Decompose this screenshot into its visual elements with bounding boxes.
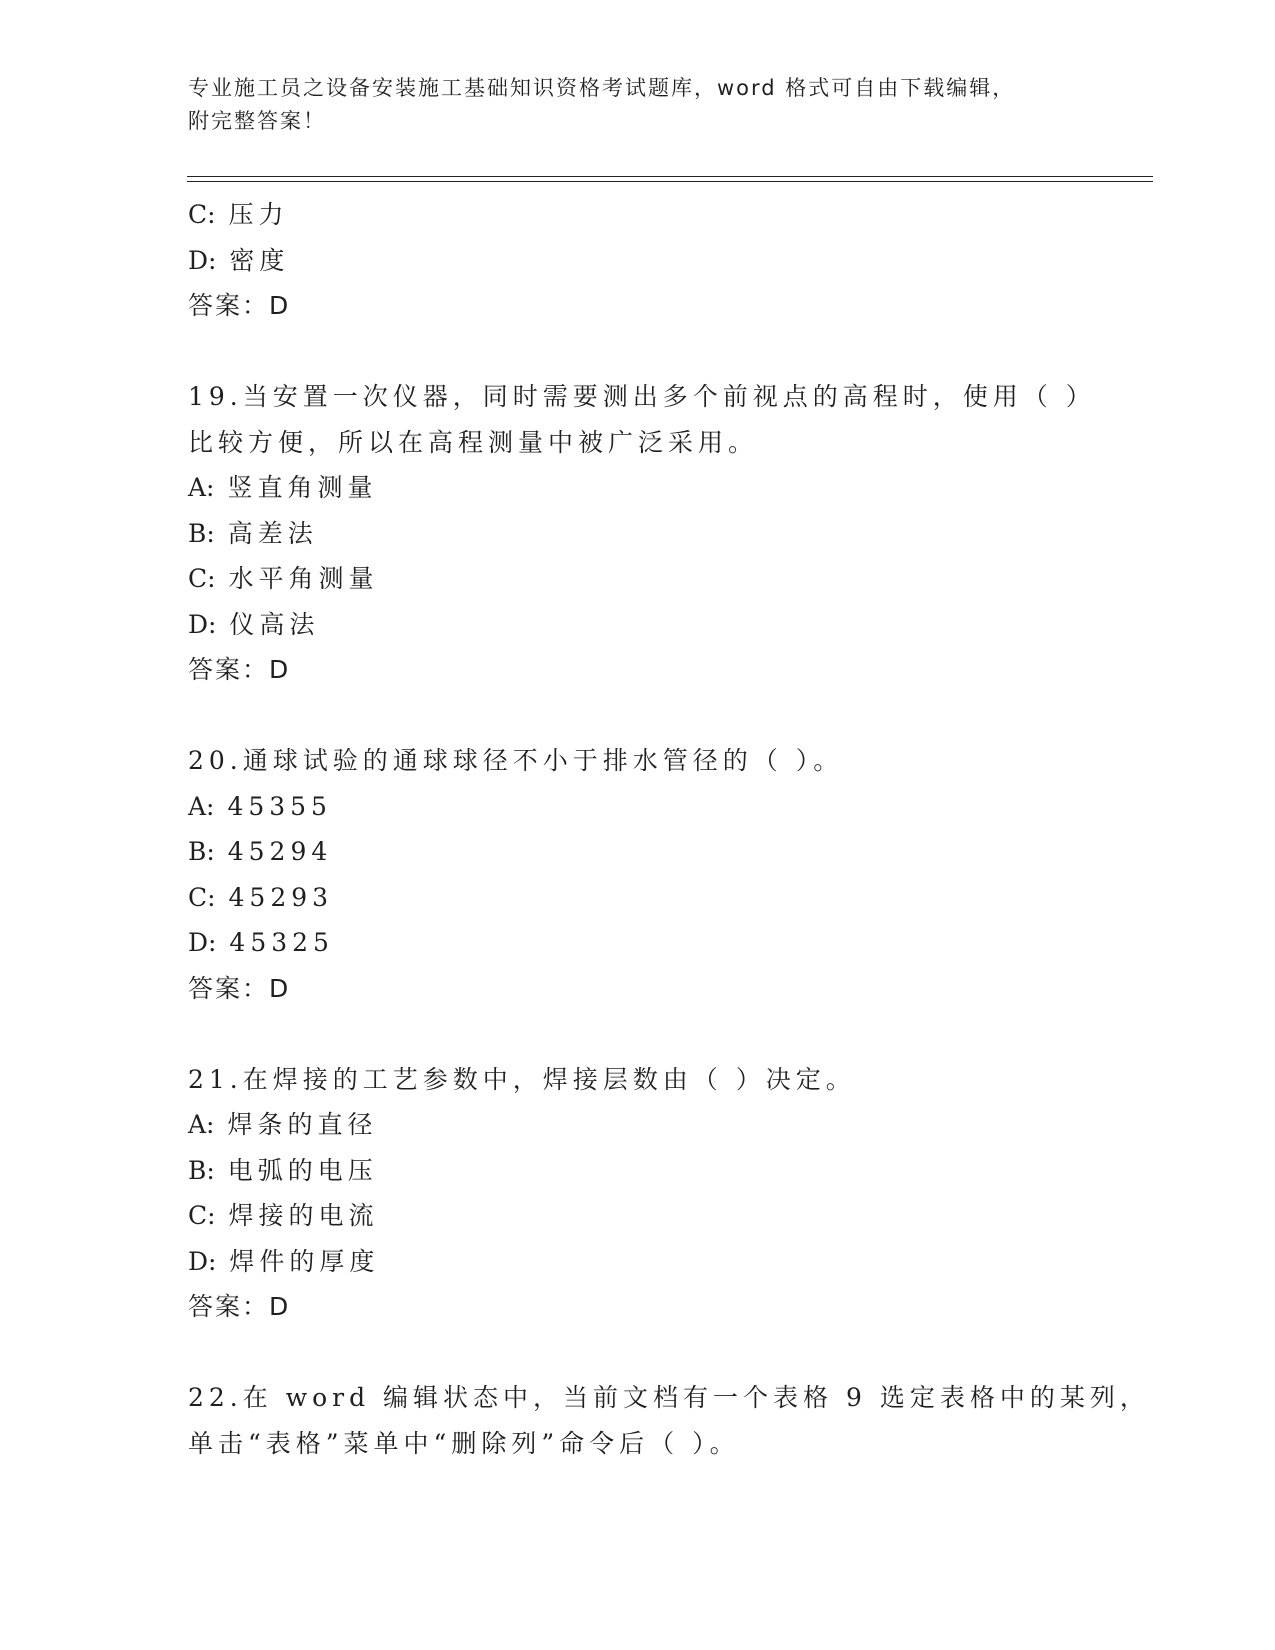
option-d: D: 45325 bbox=[188, 928, 334, 957]
prev-question bbox=[188, 192, 1088, 329]
question-stem-line: 比较方便，所以在高程测量中被广泛采用。 bbox=[188, 427, 759, 457]
option-d: D: 密度 bbox=[188, 245, 290, 275]
option-d: D: 仪高法 bbox=[188, 609, 320, 639]
question-21 bbox=[188, 1057, 1088, 1330]
question-20 bbox=[188, 738, 1088, 1011]
option-c: C: 焊接的电流 bbox=[188, 1201, 379, 1230]
option-c: C: 45293 bbox=[188, 882, 334, 912]
question-stem-line: 19.当安置一次仪器，同时需要测出多个前视点的高程时，使用（ ） bbox=[188, 382, 1096, 411]
question-stem-line: 22.在 word 编辑状态中，当前文档有一个表格 9 选定表格中的某列， bbox=[188, 1383, 1150, 1412]
answer-line: 答案：D bbox=[188, 973, 291, 1003]
question-stem-line: 20.通球试验的通球球径不小于排水管径的（ ）。 bbox=[188, 746, 844, 775]
option-b: B: 45294 bbox=[188, 837, 333, 866]
answer-line: 答案：D bbox=[188, 1292, 291, 1321]
header-divider-top bbox=[187, 176, 1153, 177]
question-stem-line: 单击“表格”菜单中“删除列”命令后（ ）。 bbox=[188, 1428, 740, 1458]
document-header bbox=[188, 72, 1088, 138]
option-a: A: 45355 bbox=[188, 791, 332, 821]
option-c: C: 水平角测量 bbox=[188, 564, 379, 593]
option-c: C: 压力 bbox=[188, 200, 289, 229]
question-19 bbox=[188, 374, 1096, 693]
option-a: A: 竖直角测量 bbox=[188, 473, 378, 502]
option-b: B: 高差法 bbox=[188, 518, 318, 548]
question-22 bbox=[188, 1375, 1150, 1466]
answer-line: 答案：D bbox=[188, 291, 291, 320]
answer-line: 答案：D bbox=[188, 655, 291, 684]
header-line-2: 附完整答案！ bbox=[188, 109, 326, 133]
option-a: A: 焊条的直径 bbox=[188, 1110, 378, 1139]
option-b: B: 电弧的电压 bbox=[188, 1155, 378, 1185]
header-divider-bottom bbox=[187, 181, 1153, 182]
question-list bbox=[188, 192, 1150, 1466]
option-d: D: 焊件的厚度 bbox=[188, 1246, 380, 1276]
header-line-1: 专业施工员之设备安装施工基础知识资格考试题库，word 格式可自由下载编辑， bbox=[188, 76, 1016, 100]
question-stem-line: 21.在焊接的工艺参数中，焊接层数由（ ）决定。 bbox=[188, 1064, 856, 1094]
